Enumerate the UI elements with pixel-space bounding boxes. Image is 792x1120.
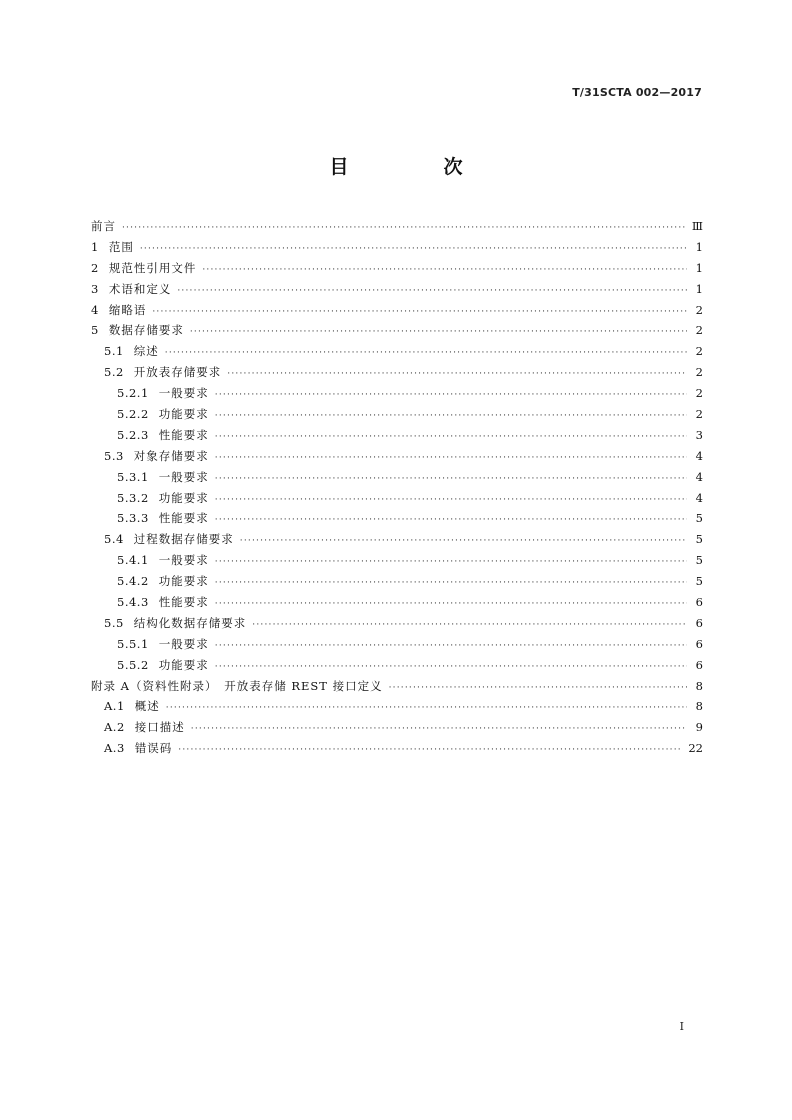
toc-entry-title: 附录 A（资料性附录） 开放表存储 REST 接口定义 xyxy=(91,678,383,693)
toc-entry-number: 1 xyxy=(91,239,99,254)
toc-entry-title: 功能要求 xyxy=(158,657,209,672)
document-code: T/31SCTA 002—2017 xyxy=(572,86,702,99)
toc-entry[interactable] xyxy=(91,550,703,571)
toc-entry[interactable] xyxy=(91,446,703,467)
toc-entry-title: 一般要求 xyxy=(158,636,209,651)
toc-entry-title: 性能要求 xyxy=(158,427,209,442)
toc-entry-title: 一般要求 xyxy=(158,386,209,401)
toc-entry-number: 5.5 xyxy=(104,615,124,630)
toc-entry-title: 前言 xyxy=(91,219,116,233)
toc-entry-number: 5.5.2 xyxy=(117,657,149,672)
toc-entry-number: 5.5.1 xyxy=(117,636,149,651)
toc-entry-title: 概述 xyxy=(134,699,160,714)
toc-entry-number: 5.4 xyxy=(104,532,124,547)
toc-entry-number: A.1 xyxy=(104,699,125,714)
toc-entry[interactable] xyxy=(91,341,703,362)
toc-entry[interactable] xyxy=(91,655,703,676)
toc-entry-page: 1 xyxy=(695,239,703,254)
toc-entry-number: 3 xyxy=(91,281,99,296)
toc-leader-dots xyxy=(191,719,687,740)
toc-entry[interactable] xyxy=(91,592,703,613)
toc-entry-title: 过程数据存储要求 xyxy=(133,532,234,547)
toc-entry[interactable] xyxy=(91,237,703,258)
toc-entry[interactable] xyxy=(91,425,703,446)
toc-leader-dots xyxy=(152,302,687,323)
toc-leader-dots xyxy=(215,385,687,406)
toc-leader-dots xyxy=(177,281,687,302)
toc-entry-page: 6 xyxy=(695,615,703,630)
toc-leader-dots xyxy=(178,740,682,761)
toc-entry-title: 功能要求 xyxy=(158,490,209,505)
toc-entry-page: 5 xyxy=(695,532,703,547)
toc-entry-number: 2 xyxy=(91,260,99,275)
toc-leader-dots xyxy=(215,490,687,511)
toc-entry-title: 综述 xyxy=(133,344,159,359)
toc-leader-dots xyxy=(227,364,687,385)
toc-entry-title: 性能要求 xyxy=(158,511,209,526)
toc-entry-number: 5.4.3 xyxy=(117,595,149,610)
toc-entry[interactable] xyxy=(91,634,703,655)
toc-entry-number: 5.4.1 xyxy=(117,553,149,568)
toc-entry[interactable] xyxy=(91,696,703,717)
toc-entry-page: 6 xyxy=(695,657,703,672)
toc-leader-dots xyxy=(215,594,687,615)
toc-entry-page: 22 xyxy=(688,741,703,756)
toc-leader-dots xyxy=(190,322,687,343)
toc-entry-page: 9 xyxy=(695,720,703,735)
toc-entry-page: 4 xyxy=(695,469,703,484)
table-of-contents xyxy=(91,216,703,759)
toc-leader-dots xyxy=(215,469,687,490)
toc-entry-page: 5 xyxy=(695,574,703,589)
toc-entry-number: 5.2 xyxy=(104,365,124,380)
toc-entry-number: 4 xyxy=(91,302,99,317)
toc-entry-page: 2 xyxy=(695,323,703,338)
toc-entry-page: 2 xyxy=(695,344,703,359)
toc-entry-title: 接口描述 xyxy=(134,720,185,735)
toc-leader-dots xyxy=(122,218,686,239)
toc-entry-page: 4 xyxy=(695,448,703,463)
toc-entry-title: 数据存储要求 xyxy=(108,323,184,338)
toc-entry-page: 2 xyxy=(695,386,703,401)
toc-leader-dots xyxy=(215,636,687,657)
toc-entry-title: 规范性引用文件 xyxy=(108,260,197,275)
toc-entry-title: 缩略语 xyxy=(108,302,147,317)
toc-entry[interactable] xyxy=(91,676,703,697)
toc-entry[interactable] xyxy=(91,529,703,550)
toc-entry-title: 功能要求 xyxy=(158,574,209,589)
toc-leader-dots xyxy=(215,427,687,448)
toc-entry-page: 2 xyxy=(695,302,703,317)
toc-entry-title: 一般要求 xyxy=(158,469,209,484)
toc-entry-page: Ⅲ xyxy=(691,219,703,233)
toc-entry-page: 3 xyxy=(695,427,703,442)
toc-leader-dots xyxy=(215,406,687,427)
toc-entry-number: 5.2.1 xyxy=(117,386,149,401)
toc-entry-page: 5 xyxy=(695,511,703,526)
toc-entry-title: 对象存储要求 xyxy=(133,448,209,463)
toc-entry-page: 6 xyxy=(695,595,703,610)
toc-entry[interactable] xyxy=(91,258,703,279)
toc-leader-dots xyxy=(165,343,687,364)
toc-entry-page: 1 xyxy=(695,260,703,275)
toc-entry[interactable] xyxy=(91,383,703,404)
toc-entry-title: 错误码 xyxy=(134,741,173,756)
toc-entry[interactable] xyxy=(91,467,703,488)
toc-entry[interactable] xyxy=(91,717,703,738)
toc-entry-page: 1 xyxy=(695,281,703,296)
toc-entry-title: 性能要求 xyxy=(158,595,209,610)
toc-leader-dots xyxy=(389,678,687,699)
toc-entry[interactable] xyxy=(91,488,703,509)
toc-entry[interactable] xyxy=(91,404,703,425)
toc-entry-title: 开放表存储要求 xyxy=(133,365,222,380)
toc-entry[interactable] xyxy=(91,320,703,341)
toc-entry[interactable] xyxy=(91,613,703,634)
toc-entry-page: 8 xyxy=(695,699,703,714)
toc-entry-number: A.2 xyxy=(104,720,125,735)
toc-entry-page: 2 xyxy=(695,407,703,422)
toc-leader-dots xyxy=(215,657,687,678)
toc-entry-title: 一般要求 xyxy=(158,553,209,568)
toc-entry-title: 范围 xyxy=(108,239,134,254)
toc-leader-dots xyxy=(240,531,687,552)
toc-entry-page: 5 xyxy=(695,553,703,568)
toc-entry[interactable] xyxy=(91,571,703,592)
toc-entry-number: 5.4.2 xyxy=(117,574,149,589)
toc-entry-number: 5.1 xyxy=(104,344,124,359)
toc-entry-number: 5.3.2 xyxy=(117,490,149,505)
toc-entry-number: 5.3.3 xyxy=(117,511,149,526)
page-title: 目 次 xyxy=(329,156,501,178)
toc-entry-title: 术语和定义 xyxy=(108,281,172,296)
toc-entry-page: 8 xyxy=(695,678,703,693)
toc-entry[interactable] xyxy=(91,738,703,759)
toc-entry-number: 5 xyxy=(91,323,99,338)
toc-leader-dots xyxy=(215,448,687,469)
toc-entry-page: 2 xyxy=(695,365,703,380)
page-number: I xyxy=(679,1020,684,1033)
toc-leader-dots xyxy=(166,698,687,719)
toc-leader-dots xyxy=(215,552,687,573)
toc-entry-number: 5.2.2 xyxy=(117,407,149,422)
toc-leader-dots xyxy=(215,573,687,594)
toc-leader-dots xyxy=(140,239,687,260)
toc-entry-number: 5.3 xyxy=(104,448,124,463)
toc-entry[interactable] xyxy=(91,300,703,321)
toc-leader-dots xyxy=(252,615,687,636)
toc-entry-number: A.3 xyxy=(104,741,125,756)
toc-entry-number: 5.3.1 xyxy=(117,469,149,484)
toc-entry-page: 4 xyxy=(695,490,703,505)
toc-entry-title: 功能要求 xyxy=(158,407,209,422)
toc-entry-title: 结构化数据存储要求 xyxy=(133,615,247,630)
toc-entry-page: 6 xyxy=(695,636,703,651)
toc-entry[interactable] xyxy=(91,216,703,237)
toc-entry[interactable] xyxy=(91,362,703,383)
toc-leader-dots xyxy=(215,510,687,531)
toc-entry[interactable] xyxy=(91,279,703,300)
toc-leader-dots xyxy=(202,260,687,281)
toc-entry[interactable] xyxy=(91,508,703,529)
toc-entry-number: 5.2.3 xyxy=(117,427,149,442)
